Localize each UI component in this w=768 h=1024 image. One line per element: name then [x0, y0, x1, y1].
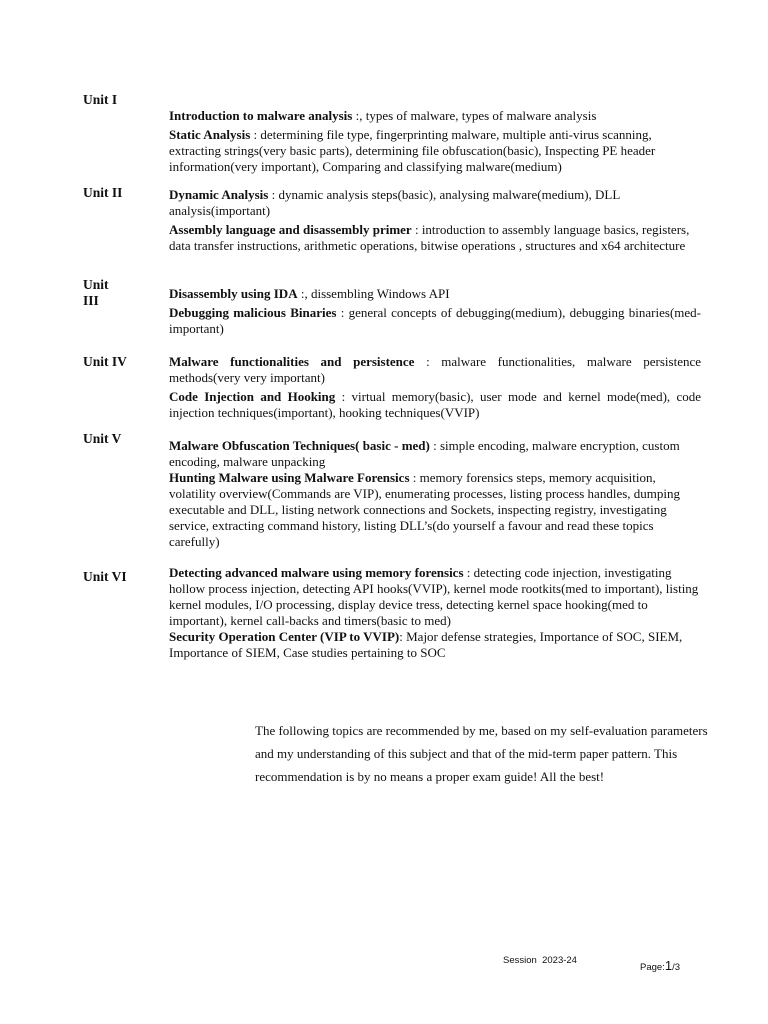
topic-title: Assembly language and disassembly primer	[169, 222, 412, 237]
topic	[169, 305, 701, 337]
topic-text: : malware functionalities, malware persistence methods(very very important)	[169, 354, 701, 385]
topic-title: Detecting advanced malware using memory forensics	[169, 565, 464, 580]
topic	[169, 629, 701, 661]
topic	[169, 108, 701, 124]
session-footer	[503, 955, 577, 966]
topic-title: Code Injection and Hooking	[169, 389, 336, 404]
topic-title: Malware functionalities and persistence	[169, 354, 415, 369]
topic	[169, 187, 701, 219]
topic	[169, 438, 701, 470]
topic-text: : detecting code injection, investigating hollow process injection, detecting API hooks(VVIP), kernel mode rootkits(med to important), listing kernel modules, I/O processing, display device tress, detecting kernel space hooking(med to important), kernel call-backs and timers(basic to med)	[169, 565, 699, 628]
session-value: 2023-24	[542, 955, 577, 966]
topic	[169, 354, 701, 386]
topic	[169, 389, 701, 421]
topic-text: : general concepts of debugging(medium), debugging binaries(med- important)	[169, 305, 701, 336]
topic	[169, 565, 701, 629]
page-current: 1	[664, 958, 673, 973]
topic-text: : simple encoding, malware encryption, custom encoding, malware unpacking	[169, 438, 680, 469]
topic-text: :, dissembling Windows API	[297, 286, 450, 301]
topic	[169, 222, 701, 254]
topic	[169, 470, 701, 550]
page-label: Page:	[640, 962, 665, 973]
unit-label-5: Unit V	[83, 431, 122, 446]
topic-title: Security Operation Center (VIP to VVIP)	[169, 629, 400, 644]
topic-text: : virtual memory(basic), user mode and kernel mode(med), code injection techniques(important), hooking techniques(VVIP)	[169, 389, 701, 420]
topic	[169, 286, 701, 302]
topic-title: Hunting Malware using Malware Forensics	[169, 470, 410, 485]
page-total: /3	[672, 962, 680, 973]
recommendation-note: The following topics are recommended by me, based on my self-evaluation parameters and my understanding of this subject and that of the mid-term paper pattern. This recommendation is by no means a proper exam guide! All the best!	[255, 723, 708, 784]
topic-title: Static Analysis	[169, 127, 251, 142]
topic	[169, 127, 701, 175]
topic-title: Dynamic Analysis	[169, 187, 269, 202]
unit-label-2: Unit II	[83, 185, 123, 200]
topic-text: :, types of malware, types of malware analysis	[352, 108, 597, 123]
unit-2-content	[169, 187, 701, 254]
unit-5-content	[169, 438, 701, 550]
unit-label-3: Unit III	[83, 277, 109, 308]
unit-label-6: Unit VI	[83, 569, 127, 584]
unit-6-content	[169, 565, 701, 661]
session-label: Session	[503, 955, 537, 966]
unit-3-content	[169, 286, 701, 337]
unit-label-1: Unit I	[83, 92, 118, 107]
topic-text: : Major defense strategies, Importance of SOC, SIEM, Importance of SIEM, Case studies pertaining to SOC	[169, 629, 683, 660]
topic-title: Disassembly using IDA	[169, 286, 298, 301]
page-number	[640, 958, 680, 973]
topic-text: : dynamic analysis steps(basic), analysing malware(medium), DLL analysis(important)	[169, 187, 620, 218]
unit-4-content	[169, 354, 701, 421]
topic-text: : introduction to assembly language basics, registers, data transfer instructions, arithmetic operations, bitwise operations , structures and x64 architecture	[169, 222, 690, 253]
topic-text: : determining file type, fingerprinting malware, multiple anti-virus scanning, extracting strings(very basic parts), determining file obfuscation(basic), Inspecting PE header information(very important), Comparing and classifying malware(medium)	[169, 127, 656, 174]
topic-title: Debugging malicious Binaries	[169, 305, 337, 320]
topic-title: Introduction to malware analysis	[169, 108, 353, 123]
topic-title: Malware Obfuscation Techniques( basic - med)	[169, 438, 430, 453]
topic-text: : memory forensics steps, memory acquisition, volatility overview(Commands are VIP), enumerating processes, listing process handles, dumping executable and DLL, listing network connections and Sockets, inspecting registry, investigating service, extracting command history, listing DLL’s(do yourself a favour and read these topics carefully)	[169, 470, 680, 549]
unit-label-4: Unit IV	[83, 354, 127, 369]
unit-1-content	[169, 108, 701, 175]
